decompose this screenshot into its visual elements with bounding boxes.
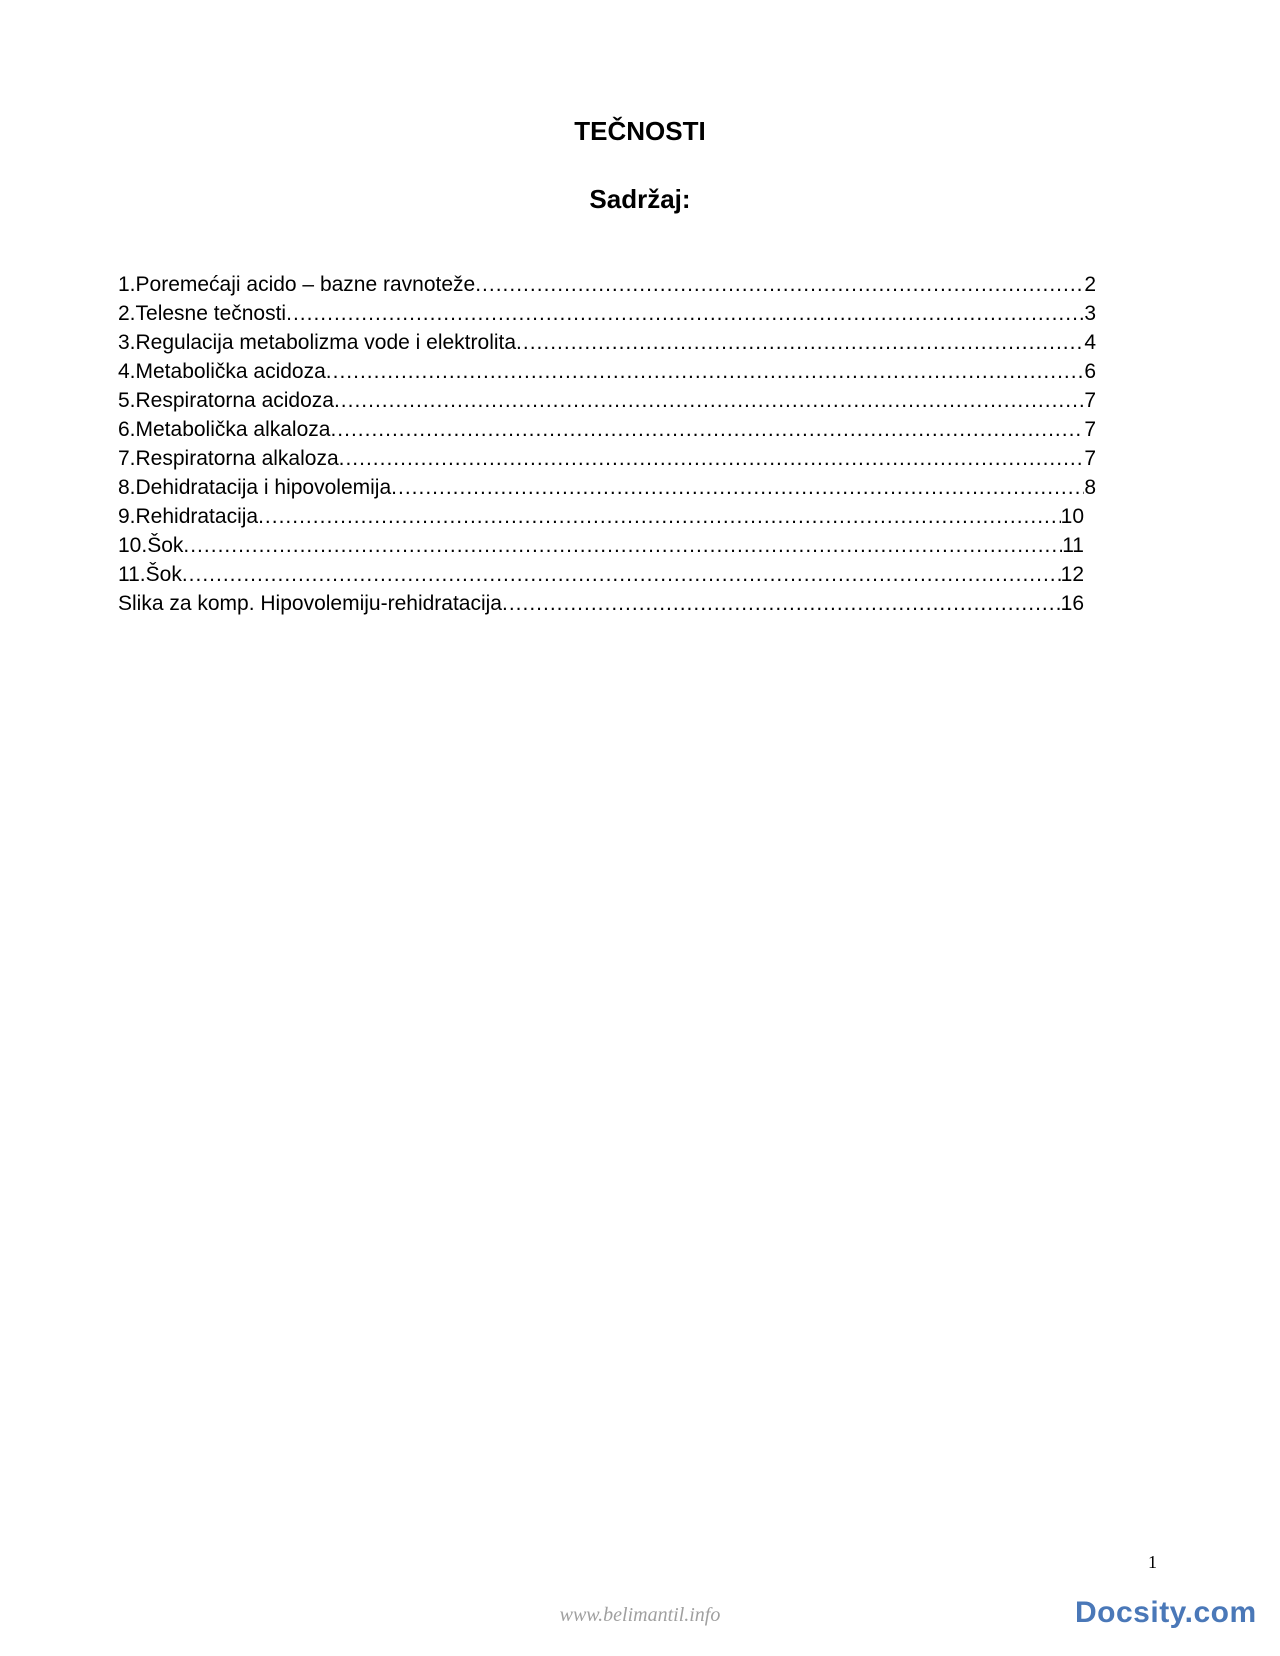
toc-entry [118, 389, 1096, 418]
toc-entry-page: 11 [1062, 534, 1084, 557]
toc-entry [118, 360, 1096, 389]
toc-dot-leader [326, 360, 1085, 384]
toc-entry [118, 505, 1084, 534]
toc-entry [118, 592, 1084, 621]
toc-entry-label: 4.Metabolička acidoza [118, 360, 326, 383]
toc-dot-leader [183, 534, 1062, 558]
toc-dot-leader [516, 331, 1084, 355]
toc-dot-leader [475, 273, 1084, 297]
document-title: TEČNOSTI [574, 116, 706, 146]
toc-entry-page: 12 [1060, 563, 1084, 586]
toc-dot-leader [339, 447, 1085, 471]
toc-entry-label: 1.Poremećaji acido – bazne ravnoteže [118, 273, 476, 296]
toc-entry-page: 8 [1084, 476, 1096, 499]
footer-url: www.belimantil.info [559, 1604, 721, 1626]
toc-entry-page: 7 [1084, 418, 1096, 441]
toc-entry-page: 4 [1084, 331, 1096, 354]
toc-dot-leader [286, 302, 1084, 326]
toc-dot-leader [330, 418, 1084, 442]
toc-entry-label: 11.Šok [118, 563, 182, 586]
toc-entry-page: 6 [1084, 360, 1096, 383]
toc-entry-label: Slika za komp. Hipovolemiju-rehidratacija [118, 592, 502, 615]
toc-entry [118, 331, 1096, 360]
page-number: 1 [1148, 1552, 1157, 1572]
toc-entry-label: 10.Šok [118, 534, 184, 557]
toc-dot-leader [391, 476, 1084, 500]
toc-entry-page: 7 [1084, 447, 1096, 470]
docsity-watermark: Docsity.com [1075, 1596, 1257, 1629]
toc-entry-page: 7 [1084, 389, 1096, 412]
toc-entry-label: 9.Rehidratacija [118, 505, 259, 528]
toc-entry-label: 6.Metabolička alkaloza [118, 418, 331, 441]
toc-entry-label: 3.Regulacija metabolizma vode i elektrolita [118, 331, 517, 354]
toc-entry [118, 476, 1096, 505]
toc-entry [118, 273, 1096, 302]
table-of-contents [118, 273, 1096, 621]
toc-entry [118, 534, 1084, 563]
toc-entry-label: 2.Telesne tečnosti [118, 302, 287, 325]
toc-entry [118, 447, 1096, 476]
toc-dot-leader [502, 592, 1061, 616]
toc-entry-page: 16 [1060, 592, 1084, 615]
toc-entry-page: 3 [1084, 302, 1096, 325]
toc-entry-page: 2 [1084, 273, 1096, 296]
toc-dot-leader [334, 389, 1084, 413]
toc-dot-leader [258, 505, 1061, 529]
toc-entry-page: 10 [1060, 505, 1084, 528]
toc-dot-leader [182, 563, 1061, 587]
toc-entry-label: 5.Respiratorna acidoza [118, 389, 334, 412]
toc-entry [118, 563, 1084, 592]
toc-entry [118, 302, 1096, 331]
toc-entry-label: 7.Respiratorna alkaloza [118, 447, 339, 470]
toc-heading: Sadržaj: [589, 184, 691, 214]
toc-entry-label: 8.Dehidratacija i hipovolemija [118, 476, 392, 499]
toc-entry [118, 418, 1096, 447]
